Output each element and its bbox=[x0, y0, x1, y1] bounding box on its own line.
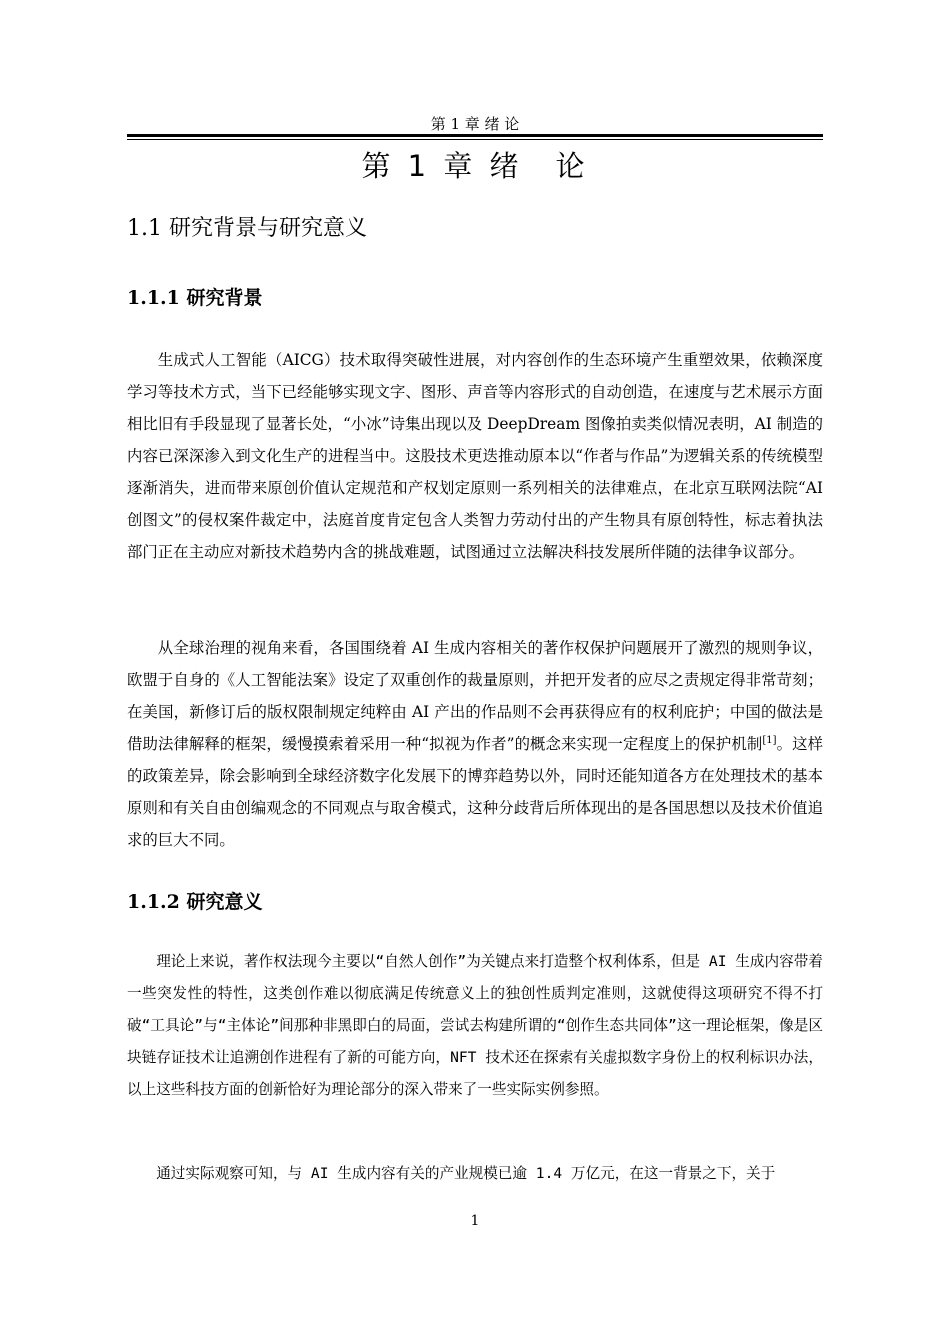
subsection-title-background: 1.1.1 研究背景 bbox=[127, 287, 263, 309]
header-rule-thick bbox=[127, 134, 823, 137]
paragraph-text: 从全球治理的视角来看，各国围绕着 AI 生成内容相关的著作权保护问题展开了激烈的规则争议，欧盟于自身的《人工智能法案》设定了双重创作的裁量原则，并把开发者的应尽之责规定得非常苛刻；在美国，新修订后的版权限制规定纯粹由 AI 产出的作品则不会再获得应有的权利庇护；中国的做法是借助法律解释的框架，缓慢摸索着采用一种“拟视为作者”的概念来实现一定程度上的保护机制 bbox=[127, 639, 823, 753]
header-rule-thin bbox=[127, 139, 823, 140]
paragraph-background-1: 生成式人工智能（AICG）技术取得突破性进展，对内容创作的生态环境产生重塑效果，依赖深度学习等技术方式，当下已经能够实现文字、图形、声音等内容形式的自动创造，在速度与艺术展示方面相比旧有手段显现了显著长处，“小冰”诗集出现以及 DeepDream 图像拍卖类似情况表明，AI 制造的内容已深深渗入到文化生产的进程当中。这股技术更迭推动原本以“作者与作品”为逻辑关系的传统模型逐渐消失，进而带来原创价值认定规范和产权划定原则一系列相关的法律难点，在北京互联网法院“AI 创图文”的侵权案件裁定中，法庭首度肯定包含人类智力劳动付出的产生物具有原创特性，标志着执法部门正在主动应对新技术趋势内含的挑战难题，试图通过立法解决科技发展所伴随的法律争议部分。 bbox=[127, 351, 823, 561]
paragraph-background-2 bbox=[127, 632, 823, 856]
chapter-title: 第 1 章 绪 论 bbox=[361, 149, 589, 183]
section-title: 1.1 研究背景与研究意义 bbox=[127, 216, 367, 241]
running-header: 第 1 章 绪 论 bbox=[430, 115, 520, 133]
paragraph-significance-1: 理论上来说，著作权法现今主要以“自然人创作”为关键点来打造整个权利体系，但是 AI 生成内容带着一些突发性的特性，这类创作难以彻底满足传统意义上的独创性质判定准则，这就使得这项研究不得不打破“工具论”与“主体论”间那种非黑即白的局面，尝试去构建所谓的“创作生态共同体”这一理论框架，像是区块链存证技术让追溯创作进程有了新的可能方向，NFT 技术还在探索有关虚拟数字身份上的权利标识办法，以上这些科技方面的创新恰好为理论部分的深入带来了一些实际实例参照。 bbox=[127, 953, 823, 1098]
paragraph-text: 。这样的政策差异，除会影响到全球经济数字化发展下的博弈趋势以外，同时还能知道各方在处理技术的基本原则和有关自由创编观念的不同观点与取舍模式，这种分歧背后所体现出的是各国思想以及技术价值追求的巨大不同。 bbox=[127, 735, 823, 849]
paragraph-significance-2: 通过实际观察可知，与 AI 生成内容有关的产业规模已逾 1.4 万亿元，在这一背景之下，关于 bbox=[156, 1165, 776, 1182]
citation-ref: [1] bbox=[762, 734, 777, 746]
subsection-title-significance: 1.1.2 研究意义 bbox=[127, 891, 263, 913]
page-number: 1 bbox=[470, 1213, 480, 1229]
